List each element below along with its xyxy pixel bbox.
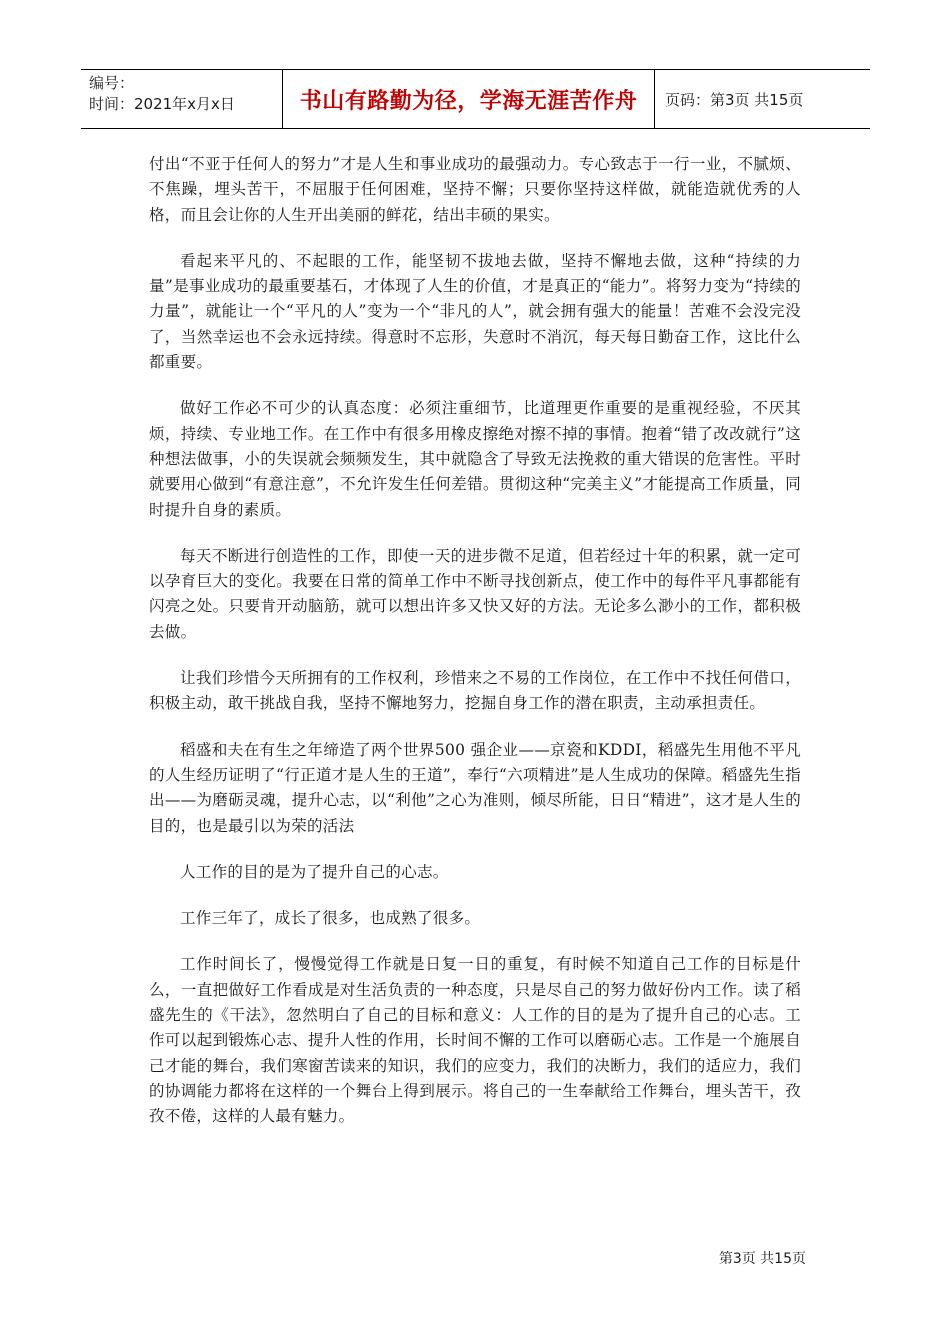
paragraph: 看起来平凡的、不起眼的工作，能坚韧不拔地去做，坚持不懈地去做，这种“持续的力量”是事业成功的最重要基石，才体现了人生的价值，才是真正的“能力”。将努力变为“持续的力量”，就能让一个“平凡的人”变为一个“非凡的人”，就会拥有强大的能量！苦难不会没完没了，当然幸运也不会永远持续。得意时不忘形，失意时不消沉，每天每日勤奋工作，这比什么都重要。 <box>149 251 801 372</box>
page-header <box>81 69 870 129</box>
paragraph: 让我们珍惜今天所拥有的工作权利，珍惜来之不易的工作岗位，在工作中不找任何借口，积极主动，敢干挑战自我，坚持不懈地努力，挖掘自身工作的潜在职责，主动承担责任。 <box>149 669 801 713</box>
code-label: 编号： <box>89 74 135 92</box>
page-footer: 第3页 共15页 <box>718 1251 806 1267</box>
header-meta <box>81 70 283 128</box>
paragraph: 人工作的目的是为了提升自己的心志。 <box>180 862 449 881</box>
document-body <box>149 152 801 1151</box>
date-label: 时间：2021年x月x日 <box>89 95 235 113</box>
header-motto: 书山有路勤为径，学海无涯苦作舟 <box>283 70 655 128</box>
paragraph: 工作时间长了，慢慢觉得工作就是日复一日的重复，有时候不知道自己工作的目标是什么，一直把做好工作看成是对生活负责的一种态度，只是尽自己的努力做好份内工作。读了稻盛先生的《干法》，忽然明白了自己的目标和意义：人工作的目的是为了提升自己的心志。工作可以起到锻炼心志、提升人性的作用，长时间不懈的工作可以磨砺心志。工作是一个施展自己才能的舞台，我们寒窗苦读来的知识，我们的应变力，我们的决断力，我们的适应力，我们的协调能力都将在这样的一个舞台上得到展示。将自己的一生奉献给工作舞台，埋头苦干，孜孜不倦，这样的人最有魅力。 <box>149 955 801 1126</box>
paragraph: 付出“不亚于任何人的努力”才是人生和事业成功的最强动力。专心致志于一行一业，不腻烦、不焦躁，埋头苦干，不屈服于任何困难，坚持不懈；只要你坚持这样做，就能造就优秀的人格，而且会让你的人生开出美丽的鲜花，结出丰硕的果实。 <box>149 155 801 224</box>
paragraph: 每天不断进行创造性的工作，即使一天的进步微不足道，但若经过十年的积累，就一定可以孕育巨大的变化。我要在日常的简单工作中不断寻找创新点，使工作中的每件平凡事都能有闪亮之处。只要肯开动脑筋，就可以想出许多又快又好的方法。无论多么渺小的工作，都积极去做。 <box>149 546 801 641</box>
paragraph: 做好工作必不可少的认真态度：必须注重细节，比道理更作重要的是重视经验，不厌其烦，持续、专业地工作。在工作中有很多用橡皮擦绝对擦不掉的事情。抱着“错了改改就行”这种想法做事，小的失误就会频频发生，其中就隐含了导致无法挽救的重大错误的危害性。平时就要用心做到“有意注意”，不允许发生任何差错。贯彻这种“完美主义”才能提高工作质量，同时提升自身的素质。 <box>149 399 801 519</box>
paragraph: 稻盛和夫在有生之年缔造了两个世界500 强企业——京瓷和KDDI，稻盛先生用他不平凡的人生经历证明了“行正道才是人生的王道”，奉行“六项精进”是人生成功的保障。稻盛先生指出——为磨砺灵魂，提升心志，以“利他”之心为准则，倾尽所能，日日“精进”，这才是人生的目的，也是最引以为荣的活法 <box>149 740 801 835</box>
paragraph: 工作三年了，成长了很多，也成熟了很多。 <box>180 909 481 928</box>
header-page-number: 页码：第3页 共15页 <box>665 90 804 109</box>
